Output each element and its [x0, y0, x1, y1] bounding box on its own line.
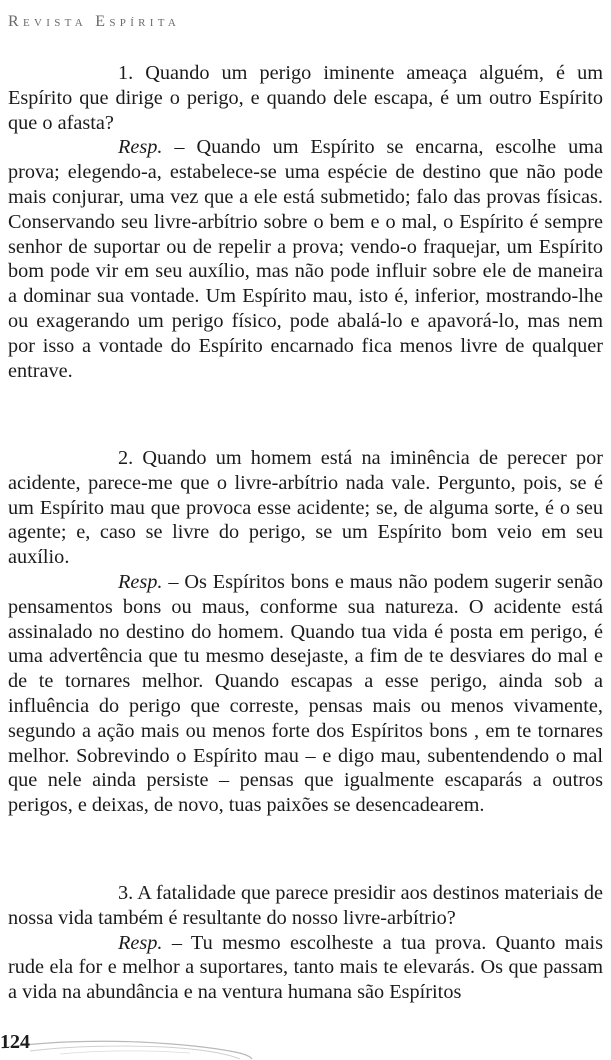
resp-label: Resp.: [118, 931, 163, 954]
page-number: 124: [0, 1031, 30, 1053]
answer-paragraph: [8, 931, 603, 1005]
answer-paragraph: [8, 135, 603, 383]
answer-text: – Quando um Espírito se encarna, escolhe uma prova; elegendo-a, estabelece-se uma espécie de destino que não pode mais conjurar, uma vez que a ele está submetido; falo das provas físicas. Conservando seu livre-arbítrio sobre o bem e o mal, o Espírito é sempre senhor de suportar ou de repelir a prova; vendo-o fraquejar, um Espírito bom pode vir em seu auxílio, mas não pode influir sobre ele de maneira a dominar sua vontade. Um Espírito mau, isto é, inferior, mostrando-lhe ou exagerando um perigo físico, pode abalá-lo e apavorá-lo, mas nem por isso a vontade do Espírito encarnado fica menos livre de qualquer entrave.: [8, 136, 603, 382]
answer-text: – Tu mesmo escolheste a tua prova. Quanto mais rude ela for e melhor a suportares, tanto mais te elevarás. Os que passam a vida na abundância e na ventura humana são Espíritos: [8, 931, 603, 1004]
answer-text: – Os Espíritos bons e maus não podem sugerir senão pensamentos bons ou maus, conforme sua natureza. O acidente está assinalado no destino do homem. Quando tua vida é posta em perigo, é uma advertência que tu mesmo desejaste, a fim de te desviares do mal e de te tornares melhor. Quando escapas a esse perigo, ainda sob a influência do perigo que correste, pensas mais ou menos vivamente, segundo a ação mais ou menos forte dos Espíritos bons , em te tornares melhor. Sobrevindo o Espírito mau – e digo mau, subentendendo o mal que nele ainda persiste – pensas que igualmente escaparás a outros perigos, e deixas, de novo, tuas paixões se desencadearem.: [8, 570, 603, 817]
answer-paragraph: [8, 570, 603, 818]
page-ornament-swash: [0, 1018, 260, 1060]
running-head: Revista Espírita: [8, 13, 181, 30]
question-block-1: [8, 61, 603, 383]
question-block-3: [8, 881, 603, 1005]
resp-label: Resp.: [118, 570, 163, 593]
question-text: 2. Quando um homem está na iminência de perecer por acidente, parece-me que o livre-arbítrio nada vale. Pergunto, pois, se é um Espírito mau que provoca esse acidente; se, de alguma sorte, é o seu agente; e, caso se livre do perigo, se um Espírito bom veio em seu auxílio.: [8, 447, 603, 569]
question-text: 3. A fatalidade que parece presidir aos destinos materiais de nossa vida também é resultante do nosso livre-arbítrio?: [8, 882, 603, 929]
question-block-2: [8, 446, 603, 818]
resp-label: Resp.: [118, 136, 163, 159]
question-text: 1. Quando um perigo iminente ameaça alguém, é um Espírito que dirige o perigo, e quando dele escapa, é um outro Espírito que o afasta?: [8, 62, 603, 134]
